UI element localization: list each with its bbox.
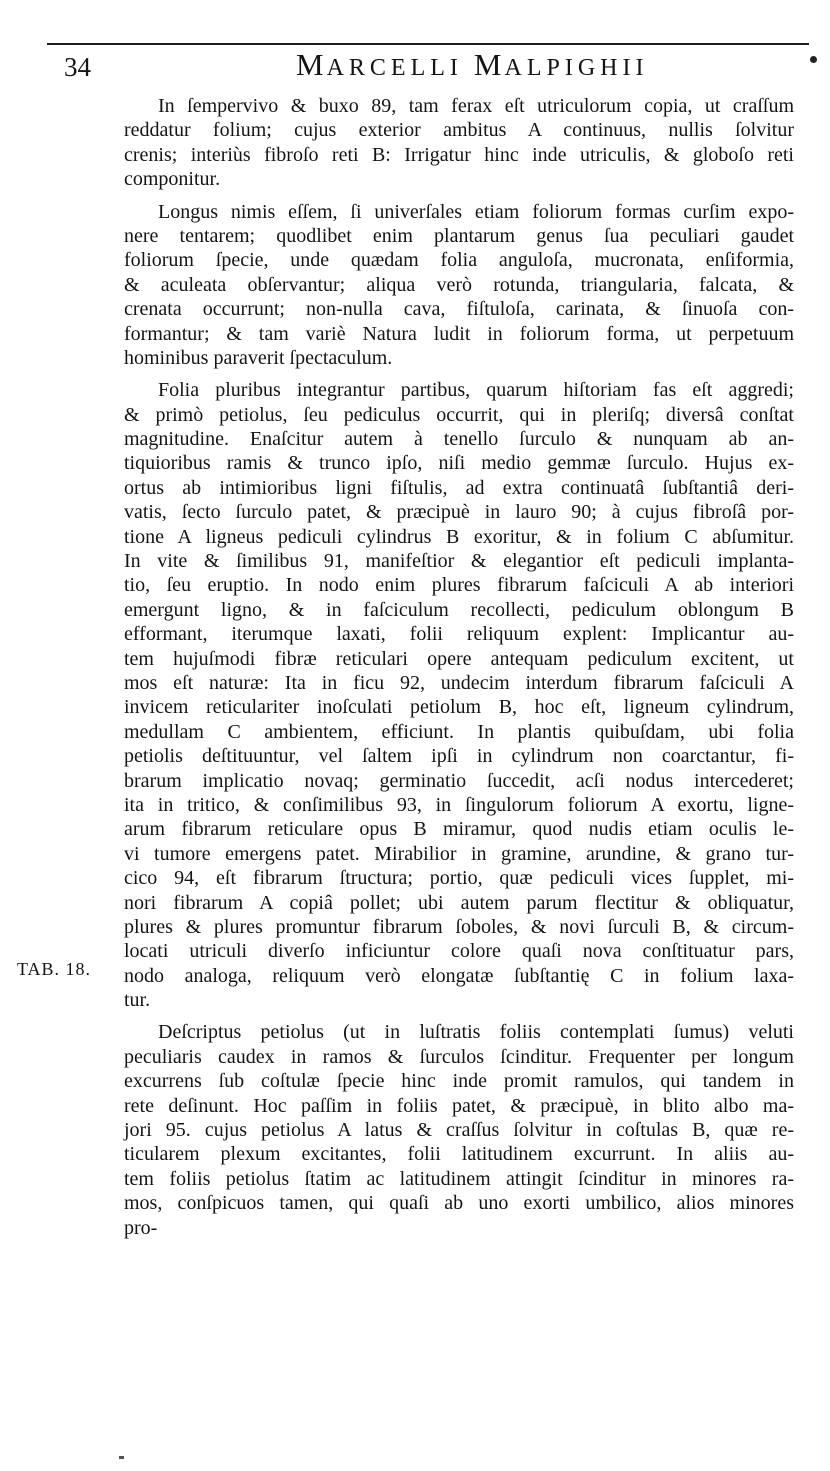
text-line: locati utriculi diverſo inficiuntur colore quaſi nova conſtituatur pars, xyxy=(124,940,794,963)
header-rule xyxy=(47,43,809,45)
text-line: petiolis deſtituuntur, vel ſaltem ipſi in cylindrum non coarctantur, fi- xyxy=(124,745,794,768)
text-line: mos, conſpicuos tamen, qui quaſi ab uno exorti umbilico, alios minores xyxy=(124,1192,794,1215)
text-line: Longus nimis eſſem, ſi univerſales etiam foliorum formas curſim expo- xyxy=(158,200,794,223)
running-head-word-2: ALPIGHII xyxy=(504,55,649,81)
text-line: rete deſinunt. Hoc paſſim in foliis patet, & præcipuè, in blito albo ma- xyxy=(124,1094,794,1117)
text-line: In ſempervivo & buxo 89, tam ferax eſt utriculorum copia, ut craſſum xyxy=(158,95,794,117)
text-line: vatis, ſecto ſurculo patet, & præcipuè in lauro 90; à cujus fibroſâ por- xyxy=(124,501,794,524)
text-line: invicem reticulariter inoſculati petiolum B, hoc eſt, ligneum cylindrum, xyxy=(124,696,794,719)
ornament-dot xyxy=(810,56,817,63)
text-line: vi tumore emergens patet. Mirabilior in gramine, arundine, & grano tur- xyxy=(124,842,794,865)
text-line: tem foliis petiolus ſtatim ac latitudinem attingit ſcinditur in minores ra- xyxy=(124,1167,794,1190)
text-line: In vite & ſimilibus 91, manifeſtior & elegantior eſt pediculi implanta- xyxy=(124,550,794,573)
running-head-word-1: ARCELLI xyxy=(326,55,463,81)
text-line: ita in tritico, & conſimilibus 93, in ſingulorum foliorum A exortu, ligne- xyxy=(124,793,794,816)
text-line: formantur; & tam variè Natura ludit in foliorum forma, ut perpetuum xyxy=(124,322,794,345)
text-line: crenata occurrunt; non-nulla cava, fiſtuloſa, carinata, & ſinuoſa con- xyxy=(124,298,794,321)
text-line: hominibus paraverit ſpectaculum. xyxy=(124,346,393,369)
paragraph xyxy=(124,200,794,371)
page-speck xyxy=(119,1456,124,1459)
text-line: tur. xyxy=(124,989,151,1012)
paragraph-gap xyxy=(124,192,794,200)
text-line: magnitudine. Enaſcitur autem à tenello ſurculo & nunquam ab an- xyxy=(124,428,794,451)
text-line: componitur. xyxy=(124,168,221,191)
running-head-initial-1: M xyxy=(296,47,327,82)
text-line: tio, ſeu eruptio. In nodo enim plures fibrarum faſciculi A ab interiori xyxy=(124,574,794,597)
paragraph xyxy=(124,1020,794,1240)
text-line: foliorum ſpecie, unde quædam folia anguloſa, mucronata, enſiformia, xyxy=(124,249,794,272)
text-line: ortus ab intimioribus ligni fiſtulis, ad extra continuatâ ſubſtantiâ deri- xyxy=(124,476,794,499)
text-line: brarum implicatio novaq; germinatio ſuccedit, acſi nodus intercederet; xyxy=(124,769,794,792)
paragraph-gap xyxy=(124,370,794,378)
text-line: excurrens ſub coſtulæ ſpecie hinc inde promit ramulos, qui tandem in xyxy=(124,1070,794,1093)
paragraph xyxy=(124,378,794,1012)
body-text xyxy=(124,94,794,1240)
paragraph xyxy=(124,94,794,192)
text-line: & aculeata obſervantur; aliqua verò rotunda, triangularia, falcata, & xyxy=(124,273,794,296)
text-line: crenis; interiùs fibroſo reti B: Irrigatur hinc inde utriculis, & globoſo reti xyxy=(124,143,794,166)
text-line: Deſcriptus petiolus (ut in luſtratis foliis contemplati ſumus) veluti xyxy=(158,1021,794,1044)
text-line: medullam C ambientem, efficiunt. In plantis quibuſdam, ubi folia xyxy=(124,720,794,743)
margin-note-plate: TAB. 18. xyxy=(17,959,92,979)
text-line: pro- xyxy=(124,1216,158,1239)
text-line: tiquioribus ramis & trunco ipſo, niſi medio gemmæ ſurculo. Hujus ex- xyxy=(124,452,794,475)
text-line: tione A ligneus pediculi cylindrus B exoritur, & in folium C abſumitur. xyxy=(124,525,794,548)
text-line: nere tentarem; quodlibet enim plantarum genus ſua peculiari gaudet xyxy=(124,224,794,247)
text-line: nodo analoga, reliquum verò elongatæ ſubſtantię C in folium laxa- xyxy=(124,964,794,987)
text-line: efformant, iterumque laxati, folii reliquum explent: Implicantur au- xyxy=(124,623,794,646)
page-number: 34 xyxy=(64,52,91,82)
text-line: plures & plures promuntur fibrarum ſoboles, & novi ſurculi B, & circum- xyxy=(124,915,794,938)
text-line: arum fibrarum reticulare opus B miramur, quod nudis etiam oculis le- xyxy=(124,818,794,841)
text-line: jori 95. cujus petiolus A latus & craſſus ſolvitur in coſtulas B, quæ re- xyxy=(124,1119,794,1142)
text-line: peculiaris caudex in ramos & ſurculos ſcinditur. Frequenter per longum xyxy=(124,1045,794,1068)
paragraph-gap xyxy=(124,1012,794,1020)
text-line: reddatur folium; cujus exterior ambitus A continuus, nullis ſolvitur xyxy=(124,119,794,142)
text-line: cico 94, eſt fibrarum ſtructura; portio, quæ pediculi vices ſupplet, mi- xyxy=(124,867,794,890)
text-line: mos eſt naturæ: Ita in ficu 92, undecim interdum fibrarum faſciculi A xyxy=(124,671,794,694)
text-line: nori fibrarum A copiâ pollet; ubi autem parum flectitur & obliquatur, xyxy=(124,891,794,914)
running-head-initial-2: M xyxy=(473,47,505,82)
running-head xyxy=(296,47,649,83)
text-line: ticularem plexum excitantes, folii latitudinem excurrunt. In aliis au- xyxy=(124,1143,794,1166)
text-line: emergunt ligno, & in faſciculum recollecti, pediculum oblongum B xyxy=(124,598,794,621)
text-line: Folia pluribus integrantur partibus, quarum hiſtoriam fas eſt aggredi; xyxy=(158,379,794,402)
text-line: tem hujuſmodi fibræ reticulari opere antequam pediculum excitent, ut xyxy=(124,647,794,670)
text-line: & primò petiolus, ſeu pediculus occurrit, qui in pleriſq; diversâ conſtat xyxy=(124,403,794,426)
